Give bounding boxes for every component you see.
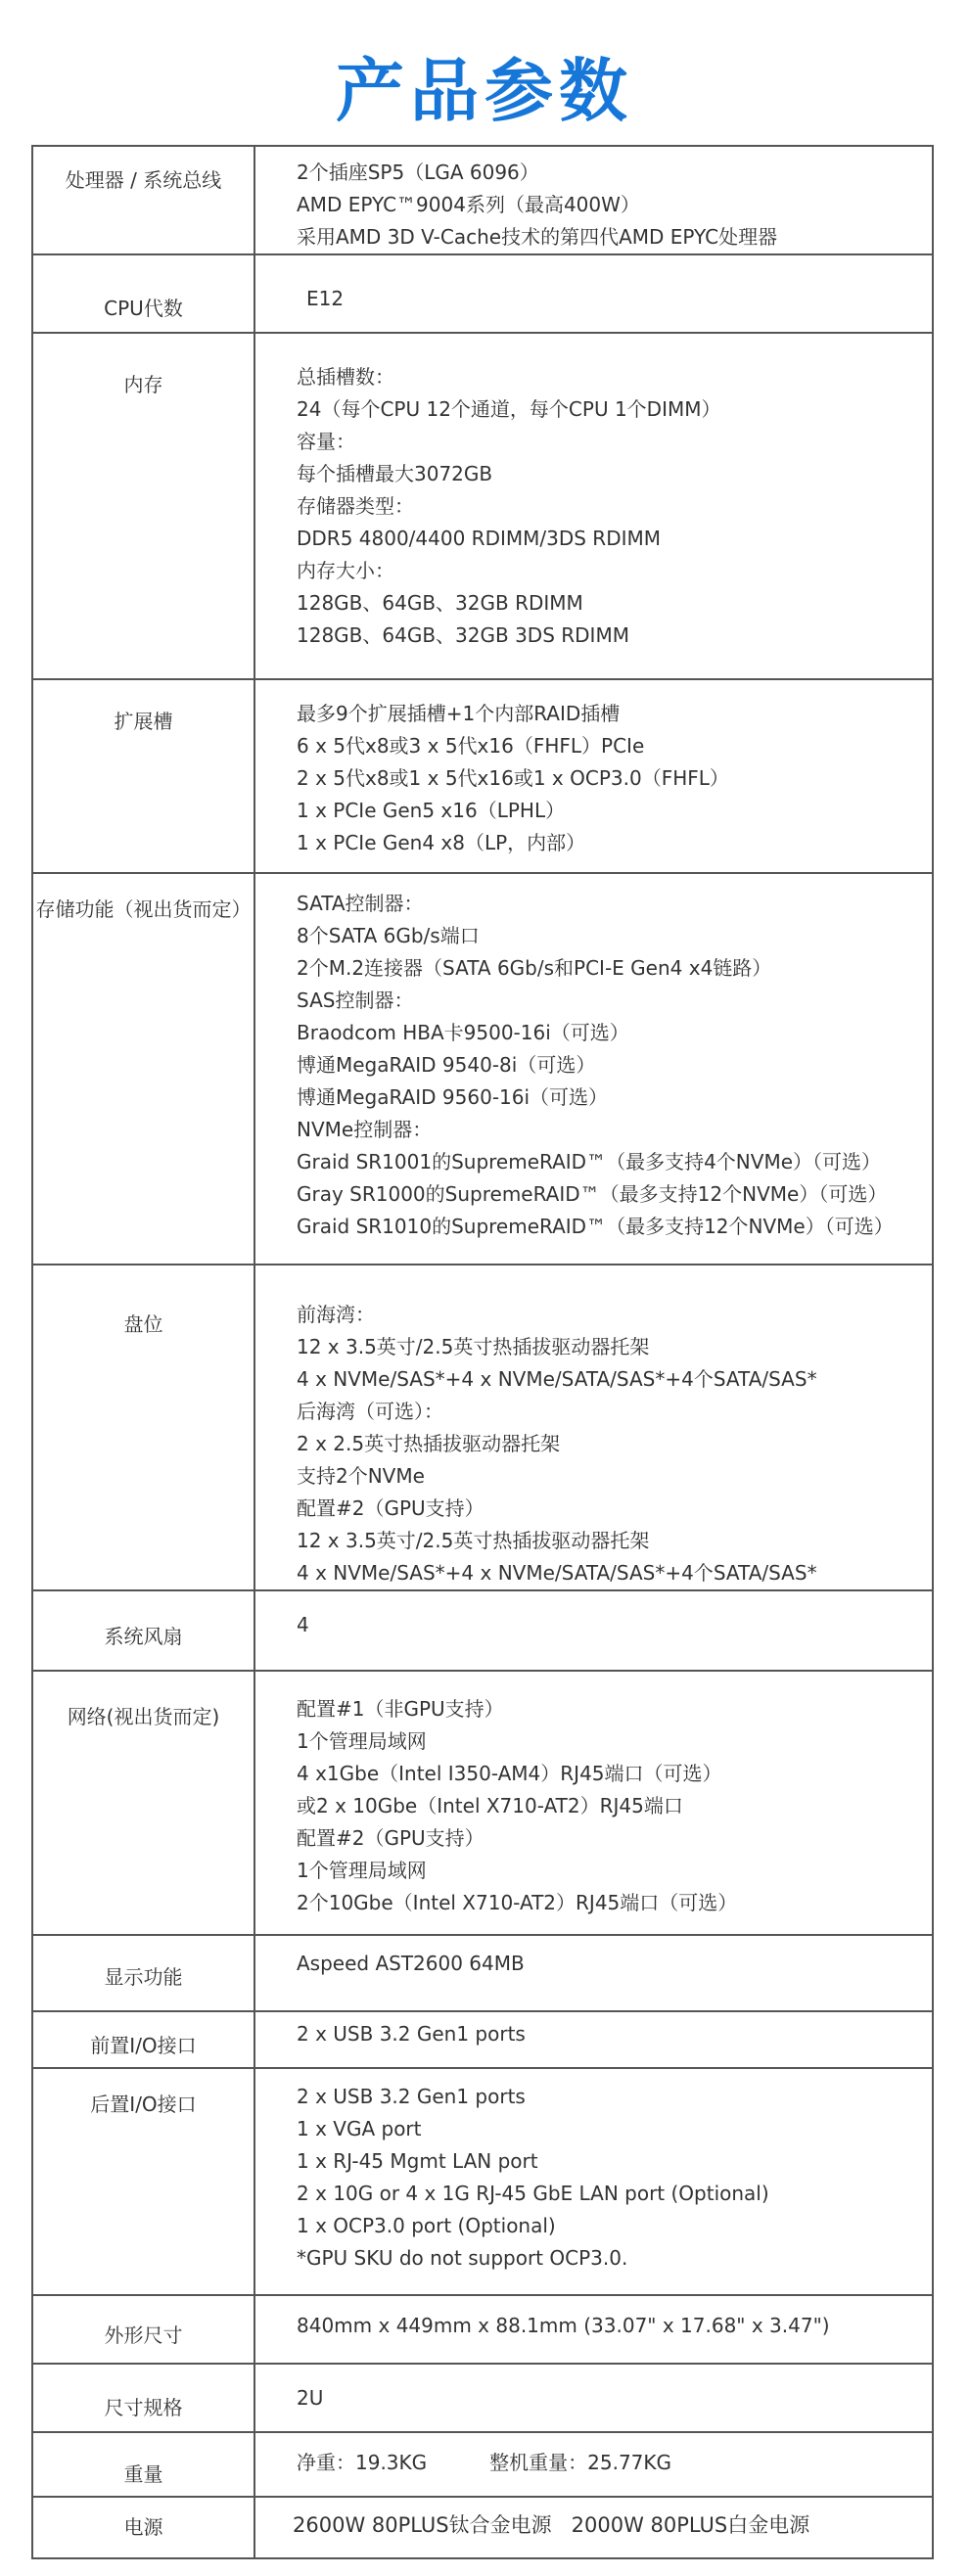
spec-value: [254, 2497, 933, 2558]
spec-line: 最多9个扩展插槽+1个内部RAID插槽: [297, 702, 621, 725]
spec-row-weight: [32, 2432, 933, 2497]
spec-label: 重量: [32, 2432, 254, 2497]
spec-row-form-factor: [32, 2364, 933, 2432]
spec-label: 显示功能: [32, 1935, 254, 2011]
spec-line: SAS控制器：: [297, 989, 414, 1012]
spec-line: 12 x 3.5英寸/2.5英寸热插拔驱动器托架: [297, 1529, 650, 1552]
spec-line: AMD EPYC™9004系列（最高400W）: [297, 193, 640, 216]
spec-label: 后置I/O接口: [32, 2068, 254, 2295]
spec-line: 12 x 3.5英寸/2.5英寸热插拔驱动器托架: [297, 1335, 650, 1358]
spec-value: [254, 873, 933, 1265]
spec-line: 4 x1Gbe（Intel I350-AM4）RJ45端口（可选）: [297, 1762, 722, 1785]
spec-line: 支持2个NVMe: [297, 1464, 425, 1488]
spec-line: 8个SATA 6Gb/s端口: [297, 924, 480, 947]
spec-row-cpu-generation: [32, 254, 933, 333]
spec-row-storage: [32, 873, 933, 1265]
spec-label: 网络(视出货而定): [32, 1671, 254, 1935]
spec-value: [254, 1590, 933, 1671]
spec-label: 存储功能（视出货而定）: [32, 873, 254, 1265]
spec-line: 后海湾（可选）：: [297, 1400, 443, 1423]
spec-line: 采用AMD 3D V-Cache技术的第四代AMD EPYC处理器: [297, 225, 778, 249]
spec-line: 4 x NVMe/SAS*+4 x NVMe/SATA/SAS*+4个SATA/SAS*: [297, 1367, 817, 1391]
spec-line: [297, 2447, 932, 2479]
spec-line: NVMe控制器：: [297, 1118, 433, 1141]
spec-label: 处理器 / 系统总线: [32, 146, 254, 254]
spec-line: 2 x USB 3.2 Gen1 ports: [297, 2085, 526, 2108]
spec-line: 博通MegaRAID 9560-16i（可选）: [297, 1085, 609, 1109]
spec-line: 容量：: [297, 430, 355, 453]
spec-line: [293, 2509, 932, 2542]
net-weight: 净重：19.3KG: [297, 2451, 428, 2474]
power-option-titanium: 2600W 80PLUS钛合金电源: [293, 2513, 552, 2537]
spec-line: 存储器类型：: [297, 494, 414, 518]
spec-row-memory: [32, 333, 933, 679]
spec-label: 尺寸规格: [32, 2364, 254, 2432]
spec-line: 1 x VGA port: [297, 2117, 422, 2140]
spec-line: E12: [306, 287, 345, 310]
spec-value: [254, 679, 933, 873]
spec-line: Braodcom HBA卡9500-16i（可选）: [297, 1021, 629, 1044]
spec-line: Graid SR1010的SupremeRAID™（最多支持12个NVMe）（可选）: [297, 1215, 894, 1238]
spec-line: 博通MegaRAID 9540-8i（可选）: [297, 1053, 596, 1077]
spec-line: Gray SR1000的SupremeRAID™（最多支持12个NVMe）（可选）: [297, 1182, 888, 1206]
spec-row-display: [32, 1935, 933, 2011]
spec-value: [254, 2011, 933, 2068]
spec-label: 前置I/O接口: [32, 2011, 254, 2068]
spec-line: 总插槽数：: [297, 365, 394, 389]
spec-line: SATA控制器：: [297, 892, 424, 915]
power-option-platinum: 2000W 80PLUS白金电源: [571, 2513, 810, 2537]
spec-line: 2 x 2.5英寸热插拔驱动器托架: [297, 1432, 561, 1455]
spec-line: 前海湾：: [297, 1303, 375, 1326]
page-title: 产品参数: [336, 51, 633, 131]
spec-value: [254, 146, 933, 254]
spec-line: 2 x 5代x8或1 x 5代x16或1 x OCP3.0（FHFL）: [297, 766, 729, 790]
spec-line: 1 x RJ-45 Mgmt LAN port: [297, 2149, 538, 2173]
spec-value: [254, 2364, 933, 2432]
spec-line: 1 x PCIe Gen4 x8（LP，内部）: [297, 831, 586, 854]
spec-value: [254, 2068, 933, 2295]
spec-line: 1 x PCIe Gen5 x16（LPHL）: [297, 799, 566, 822]
spec-line: 2个插座SP5（LGA 6096）: [297, 161, 539, 184]
spec-line: 1个管理局域网: [297, 1859, 427, 1882]
spec-line: 每个插槽最大3072GB: [297, 462, 493, 485]
spec-value: [254, 1265, 933, 1590]
spec-line: 或2 x 10Gbe（Intel X710-AT2）RJ45端口: [297, 1794, 683, 1817]
spec-value: [254, 254, 933, 333]
spec-value: [254, 2432, 933, 2497]
spec-line: 1 x OCP3.0 port (Optional): [297, 2214, 556, 2237]
spec-row-front-io: [32, 2011, 933, 2068]
spec-table: [31, 145, 934, 2559]
spec-label: 盘位: [32, 1265, 254, 1590]
spec-line: 2个M.2连接器（SATA 6Gb/s和PCI-E Gen4 x4链路）: [297, 956, 772, 980]
spec-value: [254, 1935, 933, 2011]
spec-line: 128GB、64GB、32GB 3DS RDIMM: [297, 623, 629, 647]
spec-label: 外形尺寸: [32, 2295, 254, 2364]
spec-line: 24（每个CPU 12个通道，每个CPU 1个DIMM）: [297, 397, 721, 421]
gross-weight: 整机重量：25.77KG: [489, 2451, 672, 2474]
spec-value: [254, 1671, 933, 1935]
spec-line: Aspeed AST2600 64MB: [297, 1952, 525, 1975]
spec-line: 4 x NVMe/SAS*+4 x NVMe/SATA/SAS*+4个SATA/SAS*: [297, 1561, 817, 1585]
spec-value: [254, 333, 933, 679]
spec-row-power-supply: [32, 2497, 933, 2558]
spec-line: 4: [297, 1613, 309, 1636]
spec-line: 配置#2（GPU支持）: [297, 1496, 484, 1520]
spec-line: 128GB、64GB、32GB RDIMM: [297, 591, 583, 615]
spec-line: 配置#1（非GPU支持）: [297, 1697, 504, 1721]
spec-line: 2 x 10G or 4 x 1G RJ-45 GbE LAN port (Optional): [297, 2182, 769, 2205]
spec-line: 1个管理局域网: [297, 1729, 427, 1753]
spec-line: 2 x USB 3.2 Gen1 ports: [297, 2022, 526, 2046]
spec-line: 配置#2（GPU支持）: [297, 1826, 484, 1850]
spec-row-processor: [32, 146, 933, 254]
spec-line: *GPU SKU do not support OCP3.0.: [297, 2246, 628, 2270]
spec-row-rear-io: [32, 2068, 933, 2295]
spec-row-system-fans: [32, 1590, 933, 1671]
spec-label: 系统风扇: [32, 1590, 254, 1671]
spec-line: 2U: [297, 2386, 324, 2410]
spec-line: 6 x 5代x8或3 x 5代x16（FHFL）PCIe: [297, 734, 645, 758]
spec-label: 电源: [32, 2497, 254, 2558]
spec-label: 扩展槽: [32, 679, 254, 873]
spec-line: DDR5 4800/4400 RDIMM/3DS RDIMM: [297, 527, 662, 550]
spec-line: Graid SR1001的SupremeRAID™（最多支持4个NVMe）（可选）: [297, 1150, 882, 1173]
spec-row-dimensions: [32, 2295, 933, 2364]
spec-line: 840mm x 449mm x 88.1mm (33.07" x 17.68" x 3.47"): [297, 2314, 830, 2337]
spec-label: CPU代数: [32, 254, 254, 333]
spec-line: 2个10Gbe（Intel X710-AT2）RJ45端口（可选）: [297, 1891, 738, 1914]
spec-row-drive-bays: [32, 1265, 933, 1590]
spec-label: 内存: [32, 333, 254, 679]
spec-value: [254, 2295, 933, 2364]
spec-row-network: [32, 1671, 933, 1935]
spec-line: 内存大小：: [297, 559, 394, 582]
spec-row-expansion-slots: [32, 679, 933, 873]
